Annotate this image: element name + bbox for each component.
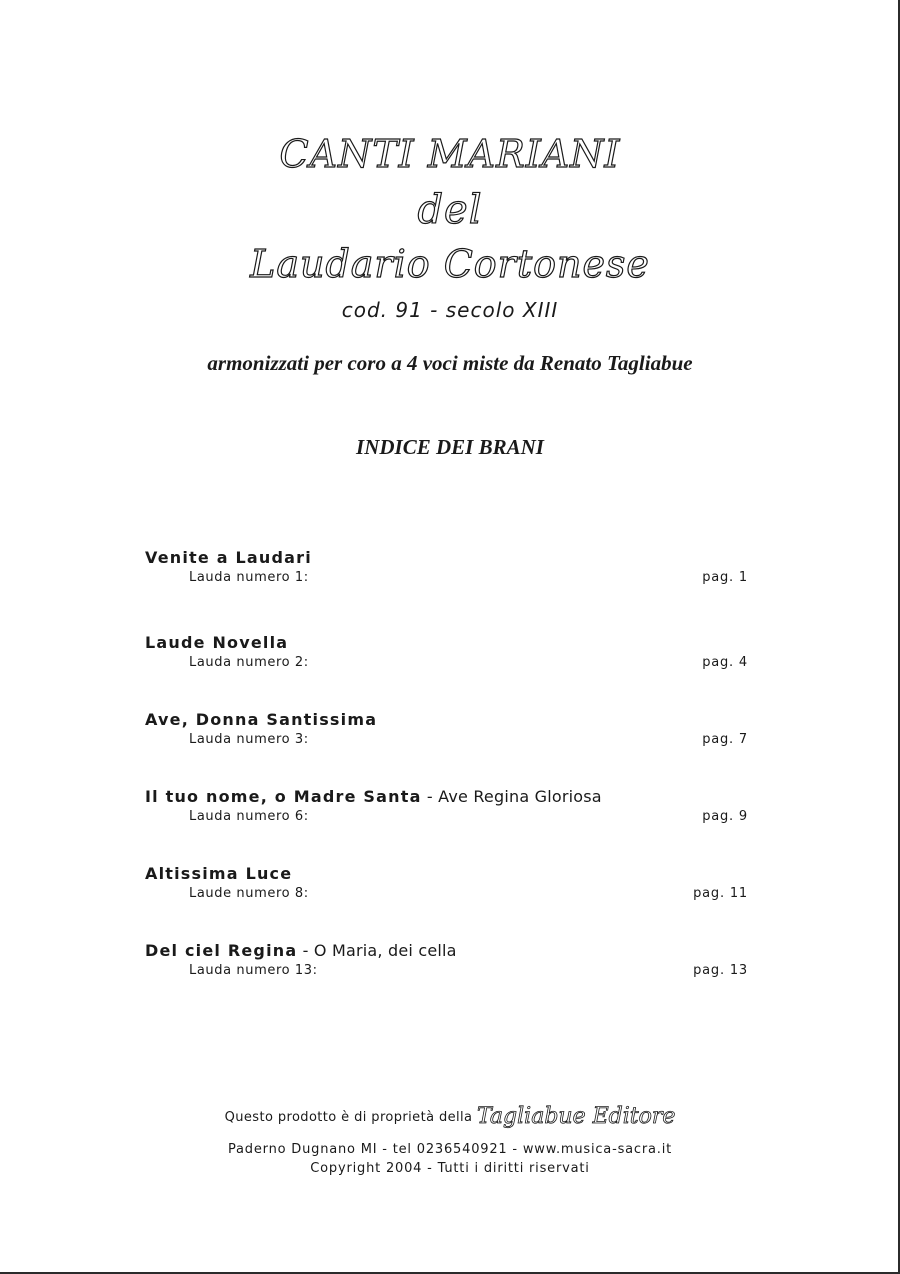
entry-title: Il tuo nome, o Madre Santa — [145, 787, 422, 806]
entry-page-number: pag. 11 — [693, 886, 748, 901]
arrangement-subtitle: armonizzati per coro a 4 voci miste da Renato Tagliabue — [207, 351, 693, 375]
entry-lauda-number: Lauda numero 2: — [189, 655, 309, 670]
entry-title-line — [145, 633, 288, 652]
entry-page-number: pag. 9 — [702, 809, 748, 824]
entry-title-line — [145, 864, 292, 883]
entry-lauda-number: Lauda numero 1: — [189, 570, 309, 585]
entry-title-line — [145, 941, 457, 960]
entry-title: Venite a Laudari — [145, 548, 312, 567]
index-entry — [145, 864, 750, 904]
index-entry — [145, 941, 750, 981]
entry-page-number: pag. 1 — [702, 570, 748, 585]
index-entry — [145, 787, 750, 827]
entry-title: Laude Novella — [145, 633, 289, 652]
entry-subtitle: - O Maria, dei cella — [297, 941, 457, 960]
entry-lauda-number: Laude numero 8: — [189, 886, 309, 901]
publisher-address: Paderno Dugnano MI - tel 0236540921 - www.musica-sacra.it — [227, 1142, 673, 1157]
ownership-line — [0, 1104, 900, 1129]
entry-lauda-number: Lauda numero 13: — [189, 963, 318, 978]
index-entry — [145, 633, 750, 673]
entry-lauda-number: Lauda numero 6: — [189, 809, 309, 824]
entry-title-line — [145, 787, 602, 806]
entry-title: Del ciel Regina — [145, 941, 298, 960]
entry-subtitle: - Ave Regina Gloriosa — [421, 787, 602, 806]
index-entry — [145, 710, 750, 750]
title-line-3: Laudario Cortonese — [250, 242, 650, 286]
entry-title: Altissima Luce — [145, 864, 293, 883]
entry-title-line — [145, 548, 312, 567]
entry-title: Ave, Donna Santissima — [145, 710, 378, 729]
title-line-2: del — [417, 187, 483, 233]
entry-lauda-number: Lauda numero 3: — [189, 732, 309, 747]
codex-reference: cod. 91 - secolo XIII — [341, 298, 559, 322]
entry-page-number: pag. 4 — [702, 655, 748, 670]
index-entry — [145, 548, 750, 588]
entry-page-number: pag. 13 — [693, 963, 748, 978]
ownership-text: Questo prodotto è di proprietà della — [224, 1110, 473, 1125]
publisher-logo-text: Tagliabue Editore — [476, 1104, 676, 1129]
entry-title-line — [145, 710, 377, 729]
title-line-1: CANTI MARIANI — [279, 132, 621, 176]
entry-page-number: pag. 7 — [702, 732, 748, 747]
copyright-notice: Copyright 2004 - Tutti i diritti riservati — [310, 1161, 590, 1176]
index-heading: INDICE DEI BRANI — [356, 435, 544, 459]
